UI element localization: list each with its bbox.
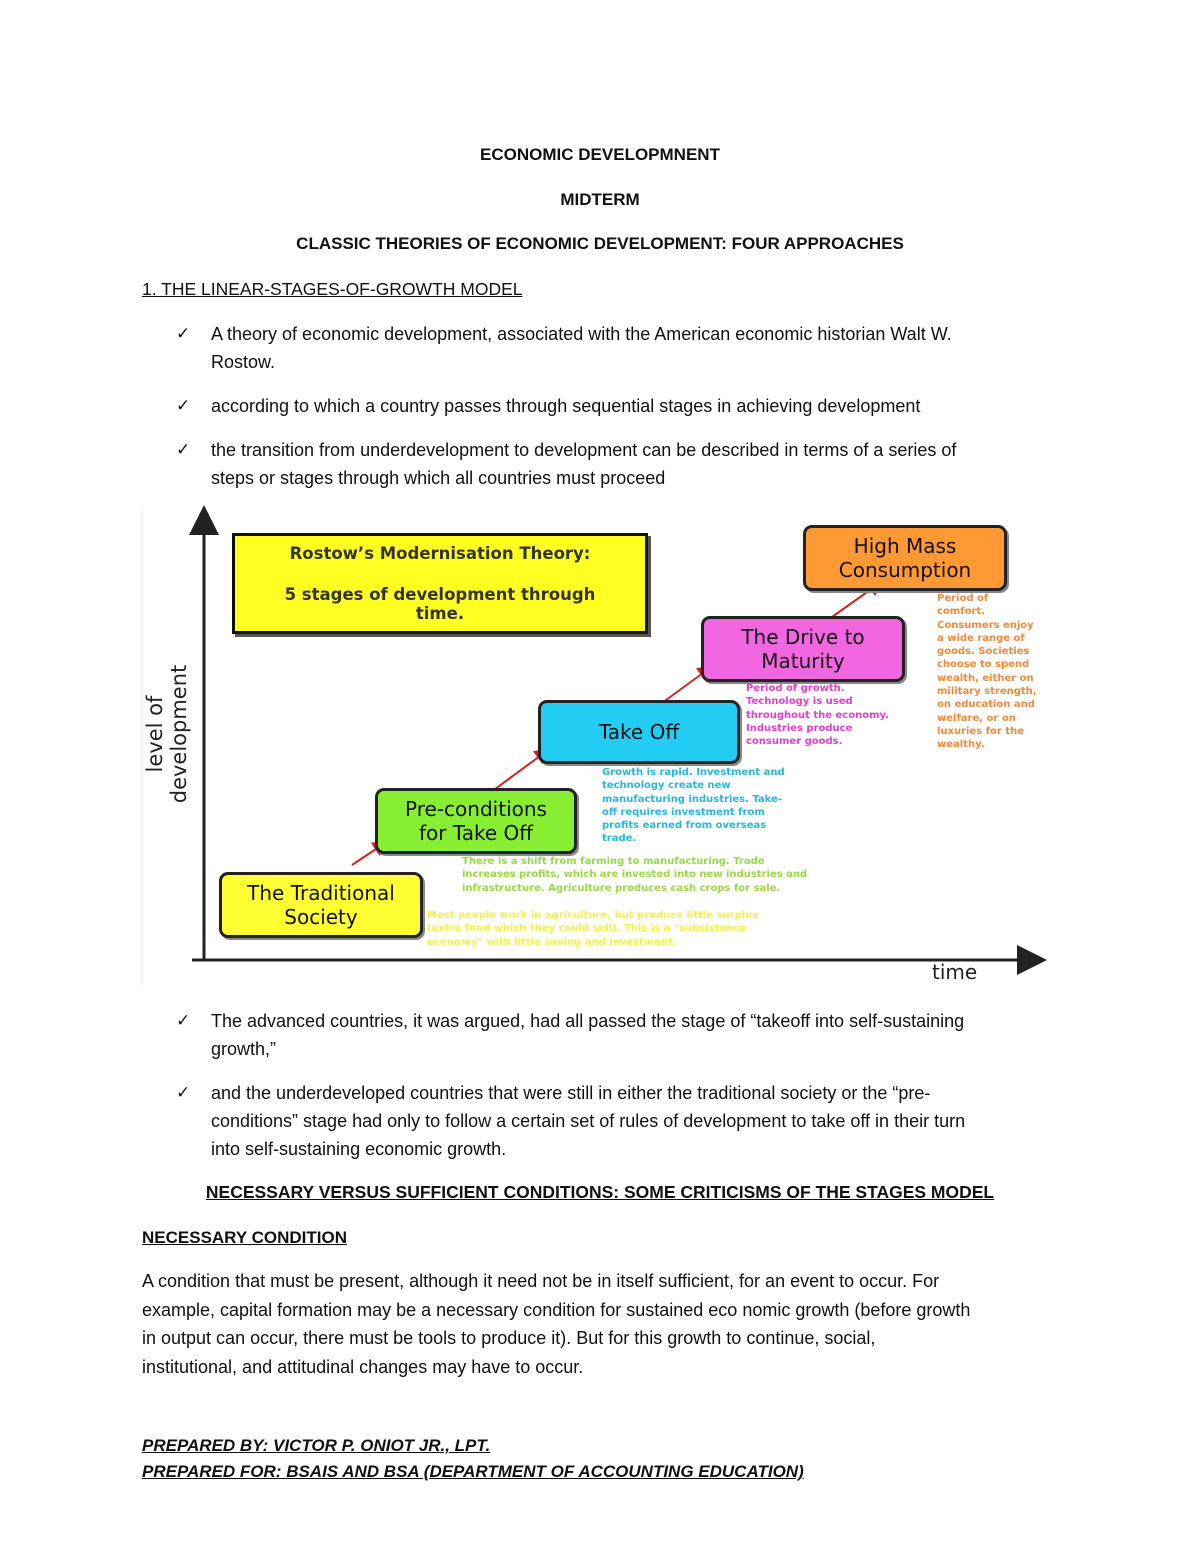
stage-desc-traditional: Most people work in agriculture, but produce little surplus (extra food which they could sell). This is a "subsistence economy" with little saving and investment. [427,910,759,948]
check-icon: ✓ [176,396,191,415]
stage-drive-to-maturity: The Drive to Maturity [701,616,905,682]
criticisms-title: NECESSARY VERSUS SUFFICIENT CONDITIONS: SOME CRITICISMS OF THE STAGES MODEL [205,1182,995,1202]
bullet-text: into self-sustaining economic growth. [211,1139,507,1159]
stage-traditional-society: The Traditional Society [219,872,423,938]
prepared-by: PREPARED BY: VICTOR P. ONIOT JR., LPT. [142,1436,491,1455]
stage-desc-high-mass-consumption: Period of comfort. Consumers enjoy a wide range of goods. Societies choose to spend wealth, either on military strength, on education and welfare, or on luxuries for the wealthy. [937,593,1037,751]
bullet-text: Rostow. [211,352,276,372]
check-icon: ✓ [176,440,191,459]
check-icon: ✓ [176,324,191,343]
diagram-subtitle: time. [415,604,465,623]
bullet-text: The advanced countries, it was argued, had all passed the stage of “takeoff into self-sustaining [211,1011,965,1031]
bullet-item [176,1007,1056,1063]
diagram-title: Rostow’s Modernisation Theory: [289,544,591,563]
stage-high-mass-consumption: High Mass Consumption [803,525,1007,591]
necessary-condition-title: NECESSARY CONDITION [142,1228,347,1247]
check-icon: ✓ [176,1083,191,1102]
stage-desc-take-off: Growth is rapid. Investment and technology create new manufacturing industries. Take- off requires investment from profits earned from overseas trade. [602,767,785,845]
diagram-title-box [232,533,648,634]
bullet-text: A theory of economic development, associated with the American economic historian Walt W. [211,324,952,344]
bullet-text: conditions” stage had only to follow a certain set of rules of development to take off in their turn [211,1111,966,1131]
bullet-text: and the underdeveloped countries that were still in either the traditional society or the “pre- [211,1083,931,1103]
bullet-text: steps or stages through which all countries must proceed [211,468,666,488]
x-axis-label: time [932,960,978,984]
stage-take-off: Take Off [538,700,740,764]
diagram-subtitle: 5 stages of development through [284,585,596,604]
topic-title: CLASSIC THEORIES OF ECONOMIC DEVELOPMENT: FOUR APPROACHES [296,234,904,253]
stage-preconditions: Pre-conditions for Take Off [375,788,577,854]
course-title: ECONOMIC DEVELOPMNENT [480,145,720,164]
bullet-text: growth,” [211,1039,277,1059]
bullet-text: according to which a country passes through sequential stages in achieving development [211,396,921,416]
stage-desc-preconditions: There is a shift from farming to manufacturing. Trade increases profits, which are invested into new industries and infrastructure. Agriculture produces cash crops for sale. [462,856,808,894]
bullet-text: the transition from underdevelopment to development can be described in terms of a series of [211,440,957,460]
bullet-item [176,320,1056,376]
rostow-diagram [142,505,1057,990]
bullet-item [176,1079,1056,1163]
prepared-for: PREPARED FOR: BSAIS AND BSA (DEPARTMENT OF ACCOUNTING EDUCATION) [142,1462,804,1481]
stage-desc-drive-to-maturity: Period of growth. Technology is used throughout the economy. Industries produce consumer goods. [746,683,889,748]
necessary-condition-paragraph: A condition that must be present, although it need not be in itself sufficient, for an event to occur. For example, capital formation may be a necessary condition for sustained eco nomic growth (before growth in output can occur, there must be tools to produce it). But for this growth to continue, social, institutional, and attitudinal changes may have to occur. [142,1271,971,1377]
bullet-item [176,392,1056,420]
term-title: MIDTERM [560,190,640,209]
y-axis-label: level of development [143,664,191,804]
check-icon: ✓ [176,1011,191,1030]
section-title: 1. THE LINEAR-STAGES-OF-GROWTH MODEL [142,279,523,299]
bullet-item [176,436,1056,492]
